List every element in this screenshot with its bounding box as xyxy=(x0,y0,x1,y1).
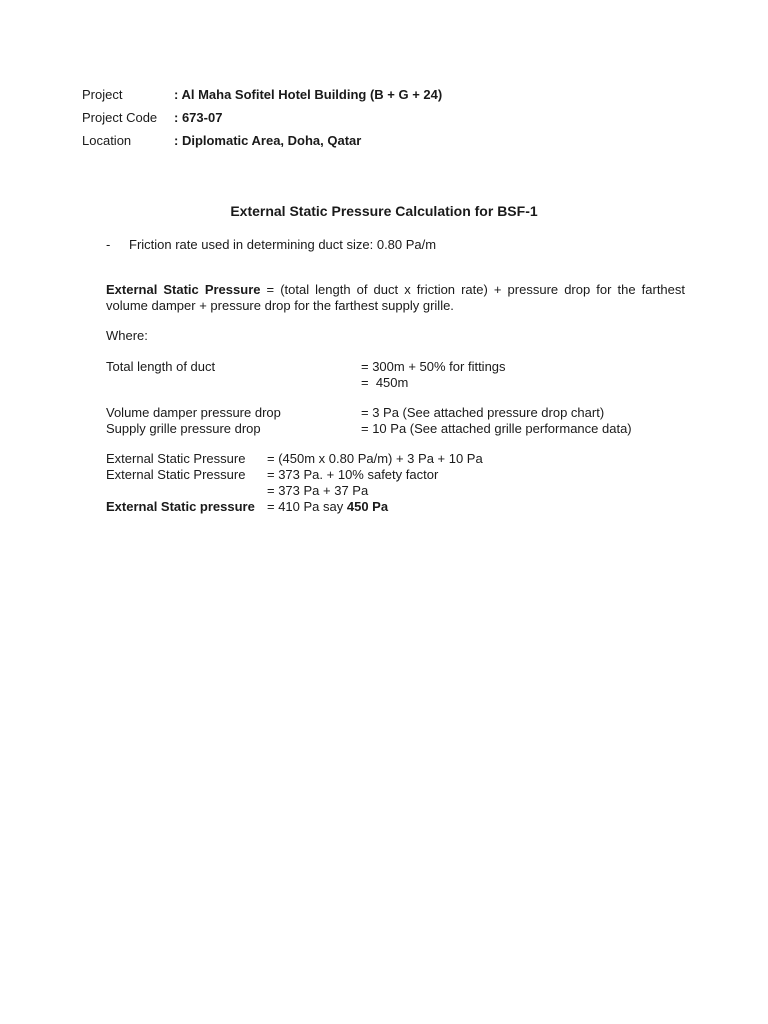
grille-drop-label: Supply grille pressure drop xyxy=(106,421,261,436)
calc-line1-value: = (450m x 0.80 Pa/m) + 3 Pa + 10 Pa xyxy=(267,451,483,466)
final-result-label: External Static pressure xyxy=(106,499,255,514)
location-label: Location xyxy=(82,133,132,148)
grille-drop-value: = 10 Pa (See attached grille performance data) xyxy=(361,421,632,436)
location-value: : Diplomatic Area, Doha, Qatar xyxy=(174,133,362,148)
calc-line2-value: = 373 Pa. + 10% safety factor xyxy=(267,467,439,482)
page-title: External Static Pressure Calculation for BSF-1 xyxy=(230,203,538,219)
esp-definition xyxy=(106,282,685,314)
final-result-answer: 450 Pa xyxy=(346,499,389,514)
bullet-marker: - xyxy=(106,237,111,252)
esp-definition-term: External Static Pressure xyxy=(106,282,261,297)
final-result xyxy=(267,499,388,515)
calc-line1-label: External Static Pressure xyxy=(106,451,246,466)
calc-line3-value: = 373 Pa + 37 Pa xyxy=(267,483,369,498)
project-value: : Al Maha Sofitel Hotel Building (B + G + 24) xyxy=(174,87,443,102)
damper-drop-value: = 3 Pa (See attached pressure drop chart) xyxy=(361,405,605,420)
esp-definition-text: = (total length of duct x friction rate) + pressure drop for the farthest volume damper + pressure drop for the farthest supply grille. xyxy=(106,282,685,313)
damper-drop-label: Volume damper pressure drop xyxy=(106,405,281,420)
project-label: Project xyxy=(82,87,123,102)
duct-length-label: Total length of duct xyxy=(106,359,216,374)
friction-rate-note: Friction rate used in determining duct size: 0.80 Pa/m xyxy=(129,237,437,252)
final-result-value: = 410 Pa say xyxy=(267,499,347,514)
project-code-value: : 673-07 xyxy=(174,110,223,125)
where-label: Where: xyxy=(106,328,148,343)
calc-line2-label: External Static Pressure xyxy=(106,467,246,482)
duct-length-value-2: = 450m xyxy=(361,375,409,390)
duct-length-value-1: = 300m + 50% for fittings xyxy=(361,359,506,374)
project-code-label: Project Code xyxy=(82,110,158,125)
